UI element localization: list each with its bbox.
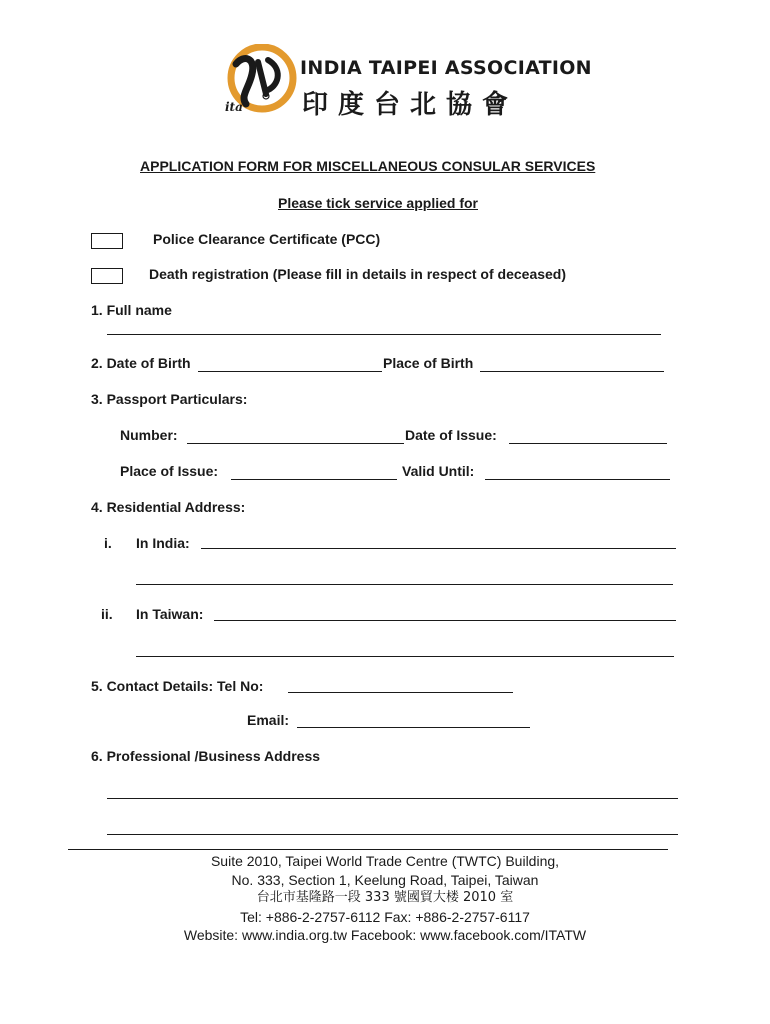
valid-until-label: Valid Until:: [402, 463, 475, 479]
footer-line: Website: www.india.org.tw Facebook: www.facebook.com/ITATW: [183, 927, 587, 943]
footer-line: Suite 2010, Taipei World Trade Centre (TWTC) Building,: [210, 853, 560, 869]
footer-address: [0, 852, 770, 945]
res-india-label: In India:: [136, 535, 190, 551]
full-name-label: 1. Full name: [91, 302, 172, 318]
footer-divider: [68, 849, 668, 850]
form-title: APPLICATION FORM FOR MISCELLANEOUS CONSULAR SERVICES: [140, 158, 596, 174]
form-instruction: Please tick service applied for: [278, 195, 478, 211]
business-field-2[interactable]: [107, 834, 678, 835]
residential-label: 4. Residential Address:: [91, 499, 246, 515]
contact-label: 5. Contact Details: Tel No:: [91, 678, 264, 694]
place-of-issue-label: Place of Issue:: [120, 463, 219, 479]
business-field-1[interactable]: [107, 798, 678, 799]
full-name-field[interactable]: [107, 334, 661, 335]
passport-number-label: Number:: [120, 427, 178, 443]
dob-field[interactable]: [198, 371, 382, 372]
res-india-field-2[interactable]: [136, 584, 673, 585]
footer-line: No. 333, Section 1, Keelung Road, Taipei, Taiwan: [231, 871, 539, 888]
death-registration-label: Death registration (Please fill in details in respect of deceased): [149, 266, 567, 282]
org-name-cjk: 印度台北協會: [302, 90, 519, 120]
date-of-issue-field[interactable]: [509, 443, 667, 444]
passport-number-field[interactable]: [187, 443, 404, 444]
passport-label: 3. Passport Particulars:: [91, 391, 248, 407]
res-taiwan-label: In Taiwan:: [136, 606, 204, 622]
email-field[interactable]: [297, 727, 530, 728]
org-name: INDIA TAIPEI ASSOCIATION: [300, 57, 592, 79]
tel-field[interactable]: [288, 692, 513, 693]
pcc-label: Police Clearance Certificate (PCC): [153, 231, 381, 247]
footer-line: Tel: +886-2-2757-6112 Fax: +886-2-2757-6117: [240, 908, 530, 925]
death-registration-checkbox[interactable]: [91, 268, 123, 284]
logo-mark-text: ita: [225, 100, 243, 114]
res-india-field-1[interactable]: [201, 548, 676, 549]
pob-field[interactable]: [480, 371, 664, 372]
business-label: 6. Professional /Business Address: [91, 748, 321, 764]
email-label: Email:: [247, 712, 290, 728]
res-india-number: i.: [104, 535, 112, 551]
logo: [222, 44, 302, 120]
valid-until-field[interactable]: [485, 479, 670, 480]
pob-label: Place of Birth: [383, 355, 474, 371]
res-taiwan-number: ii.: [101, 606, 113, 622]
pcc-checkbox[interactable]: [91, 233, 123, 249]
res-taiwan-field-1[interactable]: [214, 620, 676, 621]
dob-label: 2. Date of Birth: [91, 355, 191, 371]
place-of-issue-field[interactable]: [231, 479, 397, 480]
footer-line: 台北市基隆路一段 333 號國貿大楼 2010 室: [256, 890, 514, 905]
res-taiwan-field-2[interactable]: [136, 656, 674, 657]
date-of-issue-label: Date of Issue:: [405, 427, 497, 443]
